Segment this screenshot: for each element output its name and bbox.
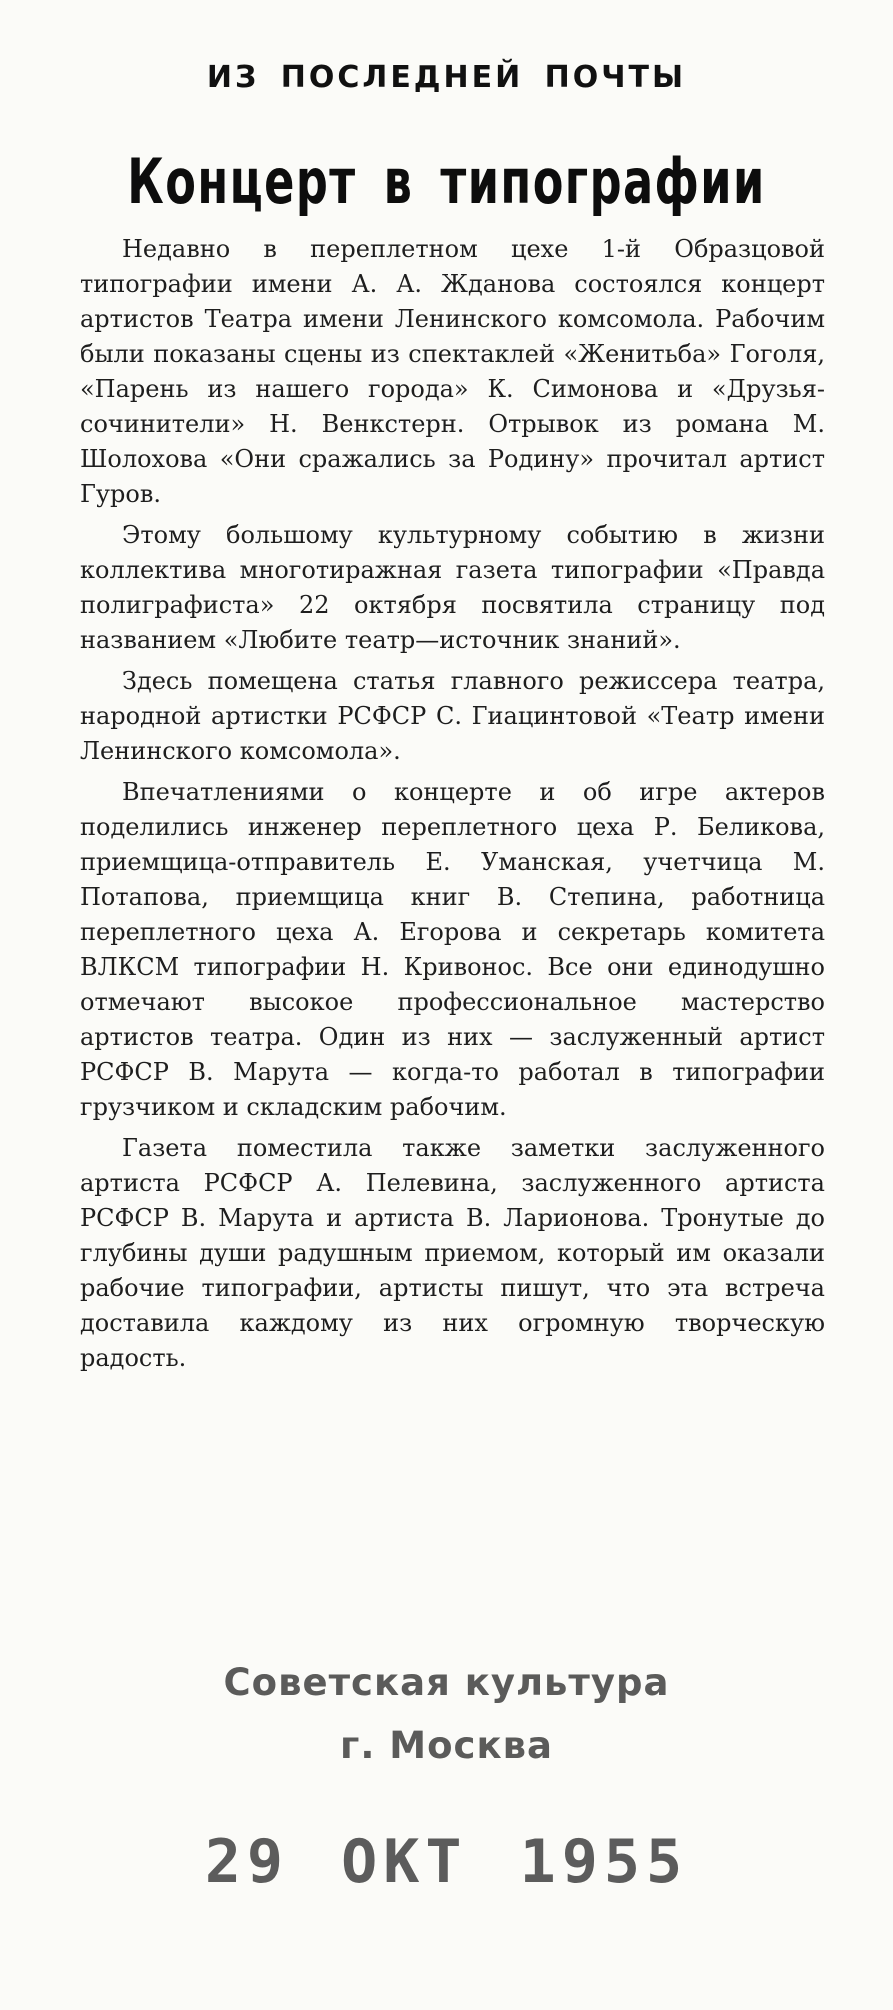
source-publication: Советская культура bbox=[223, 1661, 670, 1704]
source-city: г. Москва bbox=[340, 1724, 553, 1767]
article-paragraph: Этому большому культурному событию в жизни коллектива многотиражная газета типографии «Правда полиграфиста» 22 октября посвятила страницу под названием «Любите театр—источник знаний». bbox=[80, 521, 825, 654]
article-paragraph: Здесь помещена статья главного режиссера театра, народной артистки РСФСР С. Гиацинтовой «Театр имени Ленинского комсомола». bbox=[80, 667, 825, 765]
article-headline: Концерт в типографии bbox=[127, 145, 766, 218]
section-rubric: ИЗ ПОСЛЕДНЕЙ ПОЧТЫ bbox=[206, 60, 687, 95]
article-paragraph: Газета поместила также заметки заслуженного артиста РСФСР А. Пелевина, заслуженного артиста РСФСР В. Марута и артиста В. Ларионова. Тронутые до глубины души радушным приемом, который им оказали рабочие типографии, артисты пишут, что эта встреча доставила каждому из них огромную творческую радость. bbox=[80, 1134, 825, 1372]
source-stamp bbox=[0, 1660, 893, 1776]
article-paragraph: Недавно в переплетном цехе 1-й Образцовой типографии имени А. А. Жданова состоялся концерт артистов Театра имени Ленинского комсомола. Рабочим были показаны сцены из спектаклей «Женитьба» Гоголя, «Парень из нашего города» К. Симонова и «Друзья-сочинители» Н. Венкстерн. Отрывок из романа М. Шолохова «Они сражались за Родину» прочитал артист Гуров. bbox=[80, 235, 825, 508]
date-stamp: 29 ОКТ 1955 bbox=[204, 1827, 689, 1897]
article-body bbox=[80, 232, 825, 1382]
article-paragraph: Впечатлениями о концерте и об игре актеров поделились инженер переплетного цеха Р. Беликова, приемщица-отправитель Е. Уманская, учетчица М. Потапова, приемщица книг В. Степина, работница переплетного цеха А. Егорова и секретарь комитета ВЛКСМ типографии Н. Кривонос. Все они единодушно отмечают высокое профессиональное мастерство артистов театра. Один из них — заслуженный артист РСФСР В. Марута — когда-то работал в типографии грузчиком и складским рабочим. bbox=[80, 778, 825, 1121]
